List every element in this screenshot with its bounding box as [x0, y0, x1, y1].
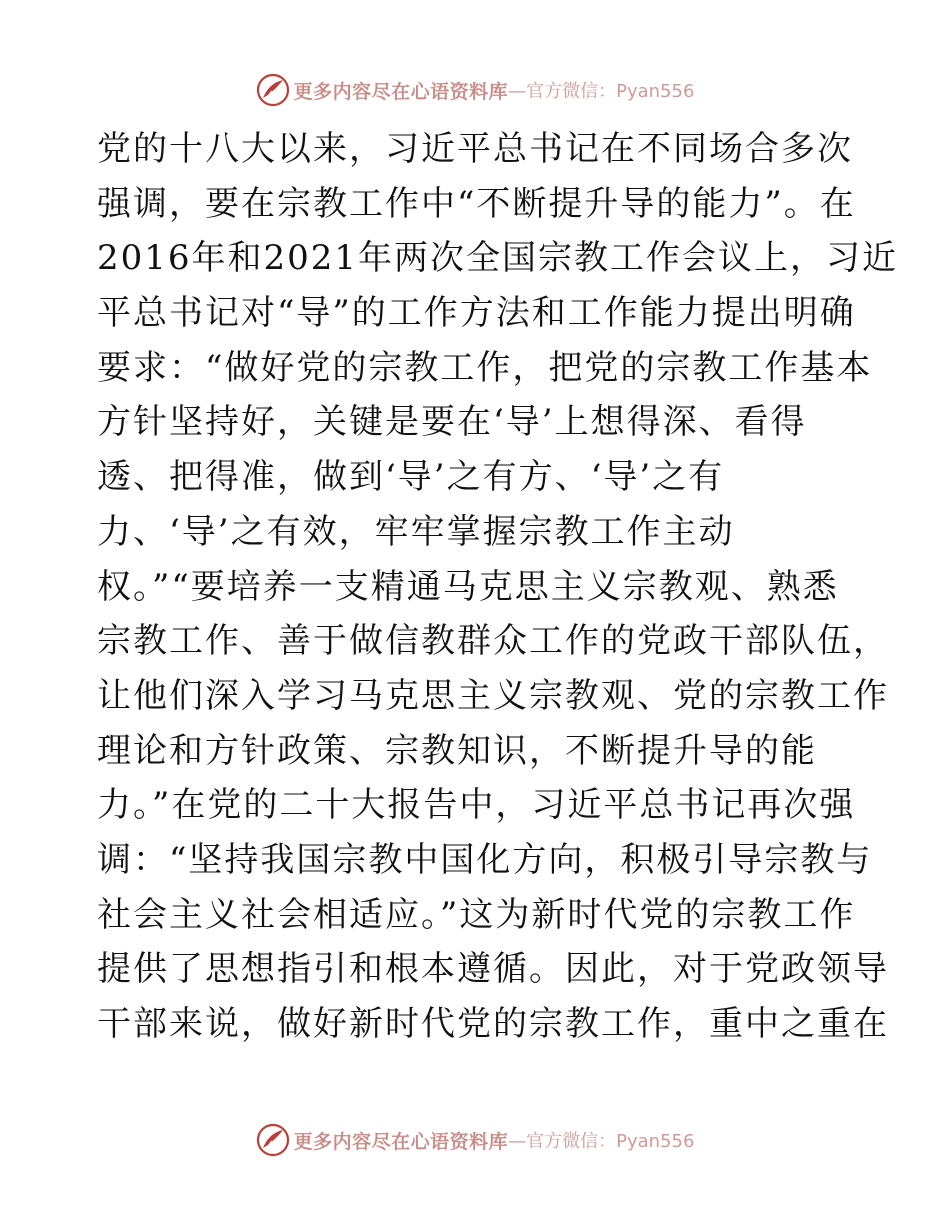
watermark-main-text: 更多内容尽在心语资料库: [293, 1130, 509, 1153]
text-line: 让他们深入学习马克思主义宗教观、党的宗教工作: [97, 675, 889, 716]
watermark-main-text: 更多内容尽在心语资料库: [293, 80, 509, 103]
watermark-contact-text: —官方微信：Pyan556: [508, 1131, 695, 1152]
text-line: 强调，要在宗教工作中“不断提升导的能力”。在: [97, 183, 856, 224]
text-line: 要求：“做好党的宗教工作，把党的宗教工作基本: [97, 347, 873, 388]
watermark-contact-text: —官方微信：Pyan556: [508, 81, 695, 102]
text-line: 干部来说，做好新时代党的宗教工作，重中之重在: [97, 1004, 889, 1044]
text-line: 党的十八大以来，习近平总书记在不同场合多次: [97, 129, 853, 169]
quill-logo-icon: [256, 73, 290, 107]
text-line: 力。”在党的二十大报告中，习近平总书记再次强: [97, 785, 856, 826]
text-line: 社会主义社会相适应。”这为新时代党的宗教工作: [97, 894, 856, 935]
text-line: 力、‘导’之有效，牢牢掌握宗教工作主动: [97, 511, 735, 552]
text-line: 2016年和2021年两次全国宗教工作会议上，习近: [97, 238, 899, 279]
watermark-header: [0, 70, 950, 110]
text-line: 平总书记对“导”的工作方法和工作能力提出明确: [97, 293, 856, 334]
text-line: 提供了思想指引和根本遵循。因此，对于党政领导: [97, 949, 889, 990]
body-paragraph: [97, 122, 899, 1052]
text-line: 透、把得准，做到‘导’之有方、‘导’之有: [97, 457, 725, 498]
text-line: 调：“坚持我国宗教中国化方向，积极引导宗教与: [97, 839, 873, 880]
text-line: 理论和方针政策、宗教知识，不断提升导的能: [97, 730, 817, 771]
text-line: 宗教工作、善于做信教群众工作的党政干部队伍，: [97, 621, 889, 662]
text-line: 权。”“要培养一支精通马克思主义宗教观、熟悉: [97, 566, 839, 607]
quill-logo-icon: [256, 1123, 290, 1157]
watermark-footer: [0, 1120, 950, 1160]
text-line: 方针坚持好，关键是要在‘导’上想得深、看得: [97, 402, 807, 443]
